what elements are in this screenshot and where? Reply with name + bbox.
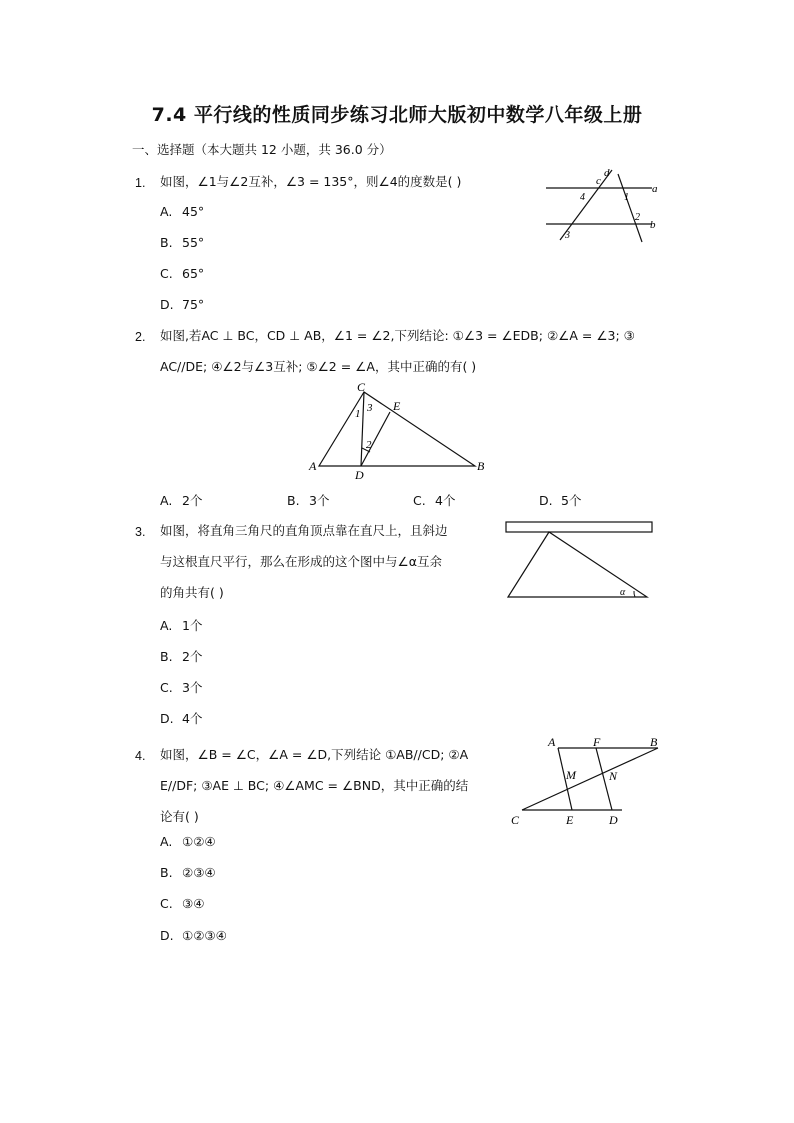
option-label: B. <box>287 493 300 508</box>
label-alpha: α <box>620 587 626 598</box>
q2-figure <box>305 380 495 480</box>
option-text: 5个 <box>561 493 582 508</box>
label-B: B <box>650 735 658 749</box>
ruler <box>506 522 652 532</box>
angle-alpha-arc <box>634 591 635 597</box>
label-1: 1 <box>624 192 629 203</box>
label-D: D <box>355 468 364 480</box>
option-text: 4个 <box>182 711 203 726</box>
label-E: E <box>393 399 401 413</box>
option-text: 65° <box>182 266 205 281</box>
q3-text-line2: 与这根直尺平行，那么在形成的这个图中与∠α互余 <box>160 554 442 569</box>
label-A: A <box>309 459 317 473</box>
option-label: D. <box>160 711 174 726</box>
label-M: M <box>566 768 576 782</box>
option-text: 3个 <box>182 680 203 695</box>
label-1: 1 <box>355 408 361 420</box>
q4-option-d[interactable] <box>160 928 227 943</box>
label-B: B <box>477 459 485 473</box>
q4-option-c[interactable] <box>160 896 204 911</box>
q3-option-b[interactable] <box>160 647 202 665</box>
option-text: ①②④ <box>182 834 216 849</box>
option-label: A. <box>160 493 173 508</box>
label-d: d <box>604 167 610 179</box>
label-C: C <box>357 380 366 394</box>
q4-option-a[interactable] <box>160 834 216 849</box>
q1-text: 如图，∠1与∠2互补，∠3 = 135°，则∠4的度数是( ) <box>160 174 462 189</box>
label-3: 3 <box>565 230 570 241</box>
q3-option-a[interactable] <box>160 616 202 634</box>
option-text: 45° <box>182 204 205 219</box>
q1-option-d[interactable] <box>160 297 204 312</box>
q2-option-b[interactable] <box>287 491 329 509</box>
set-square <box>508 532 647 597</box>
q1-figure <box>540 162 670 244</box>
option-label: A. <box>160 834 173 849</box>
option-text: ①②③④ <box>182 928 227 943</box>
option-label: D. <box>160 297 174 312</box>
label-E: E <box>566 813 574 827</box>
label-4: 4 <box>580 192 585 203</box>
q4-text-line3: 论有( ) <box>160 809 199 824</box>
segment-bc <box>522 748 658 810</box>
label-b: b <box>650 219 656 231</box>
label-3: 3 <box>367 402 373 414</box>
q1-option-c[interactable] <box>160 266 204 281</box>
option-text: 2个 <box>182 493 203 508</box>
option-text: 4个 <box>435 493 456 508</box>
option-text: ③④ <box>182 896 205 911</box>
label-C: C <box>511 813 520 827</box>
q2-text-line2: AC//DE; ④∠2与∠3互补; ⑤∠2 = ∠A，其中正确的有( ) <box>160 359 477 374</box>
label-D: D <box>609 813 618 827</box>
option-label: D. <box>539 493 553 508</box>
option-text: ②③④ <box>182 865 216 880</box>
option-label: A. <box>160 618 173 633</box>
q4-text-line1: 如图，∠B = ∠C，∠A = ∠D,下列结论 ①AB//CD; ②A <box>160 747 469 762</box>
option-label: C. <box>413 493 426 508</box>
q4-number: 4. <box>135 749 146 763</box>
segment-cd <box>361 392 364 466</box>
option-label: A. <box>160 204 173 219</box>
q3-number: 3. <box>135 525 146 539</box>
q1-option-a[interactable] <box>160 204 204 219</box>
label-c: c <box>596 175 601 187</box>
option-label: D. <box>160 928 174 943</box>
q3-option-d[interactable] <box>160 709 202 727</box>
option-text: 2个 <box>182 649 203 664</box>
label-N: N <box>609 769 618 783</box>
q4-option-b[interactable] <box>160 865 216 880</box>
option-label: B. <box>160 235 173 250</box>
q2-text-line1: 如图,若AC ⊥ BC，CD ⊥ AB，∠1 = ∠2,下列结论: ①∠3 = ∠EDB; ②∠A = ∠3; ③ <box>160 328 635 343</box>
q2-number: 2. <box>135 330 146 344</box>
label-F: F <box>593 735 601 749</box>
option-text: 55° <box>182 235 205 250</box>
section-heading: 一、选择题（本大题共 12 小题，共 36.0 分） <box>132 142 392 157</box>
option-label: C. <box>160 680 173 695</box>
label-2: 2 <box>635 212 640 223</box>
q4-text-line2: E//DF; ③AE ⊥ BC; ④∠AMC = ∠BND，其中正确的结 <box>160 778 469 793</box>
label-a: a <box>652 183 658 195</box>
q4-figure <box>508 734 668 828</box>
q3-option-c[interactable] <box>160 678 202 696</box>
q2-option-a[interactable] <box>160 491 202 509</box>
q2-option-c[interactable] <box>413 491 455 509</box>
option-label: C. <box>160 896 173 911</box>
q3-figure <box>502 518 657 602</box>
line-c <box>618 174 642 242</box>
q3-text-line3: 的角共有( ) <box>160 585 224 600</box>
label-A: A <box>548 735 556 749</box>
option-label: C. <box>160 266 173 281</box>
q1-number: 1. <box>135 176 146 190</box>
page-title: 7.4 平行线的性质同步练习北师大版初中数学八年级上册 <box>151 104 643 126</box>
label-2: 2 <box>366 439 372 451</box>
option-text: 3个 <box>309 493 330 508</box>
option-text: 1个 <box>182 618 203 633</box>
q1-option-b[interactable] <box>160 235 204 250</box>
q3-text-line1: 如图，将直角三角尺的直角顶点靠在直尺上，且斜边 <box>160 523 448 538</box>
option-label: B. <box>160 649 173 664</box>
option-label: B. <box>160 865 173 880</box>
option-text: 75° <box>182 297 205 312</box>
q2-option-d[interactable] <box>539 491 581 509</box>
